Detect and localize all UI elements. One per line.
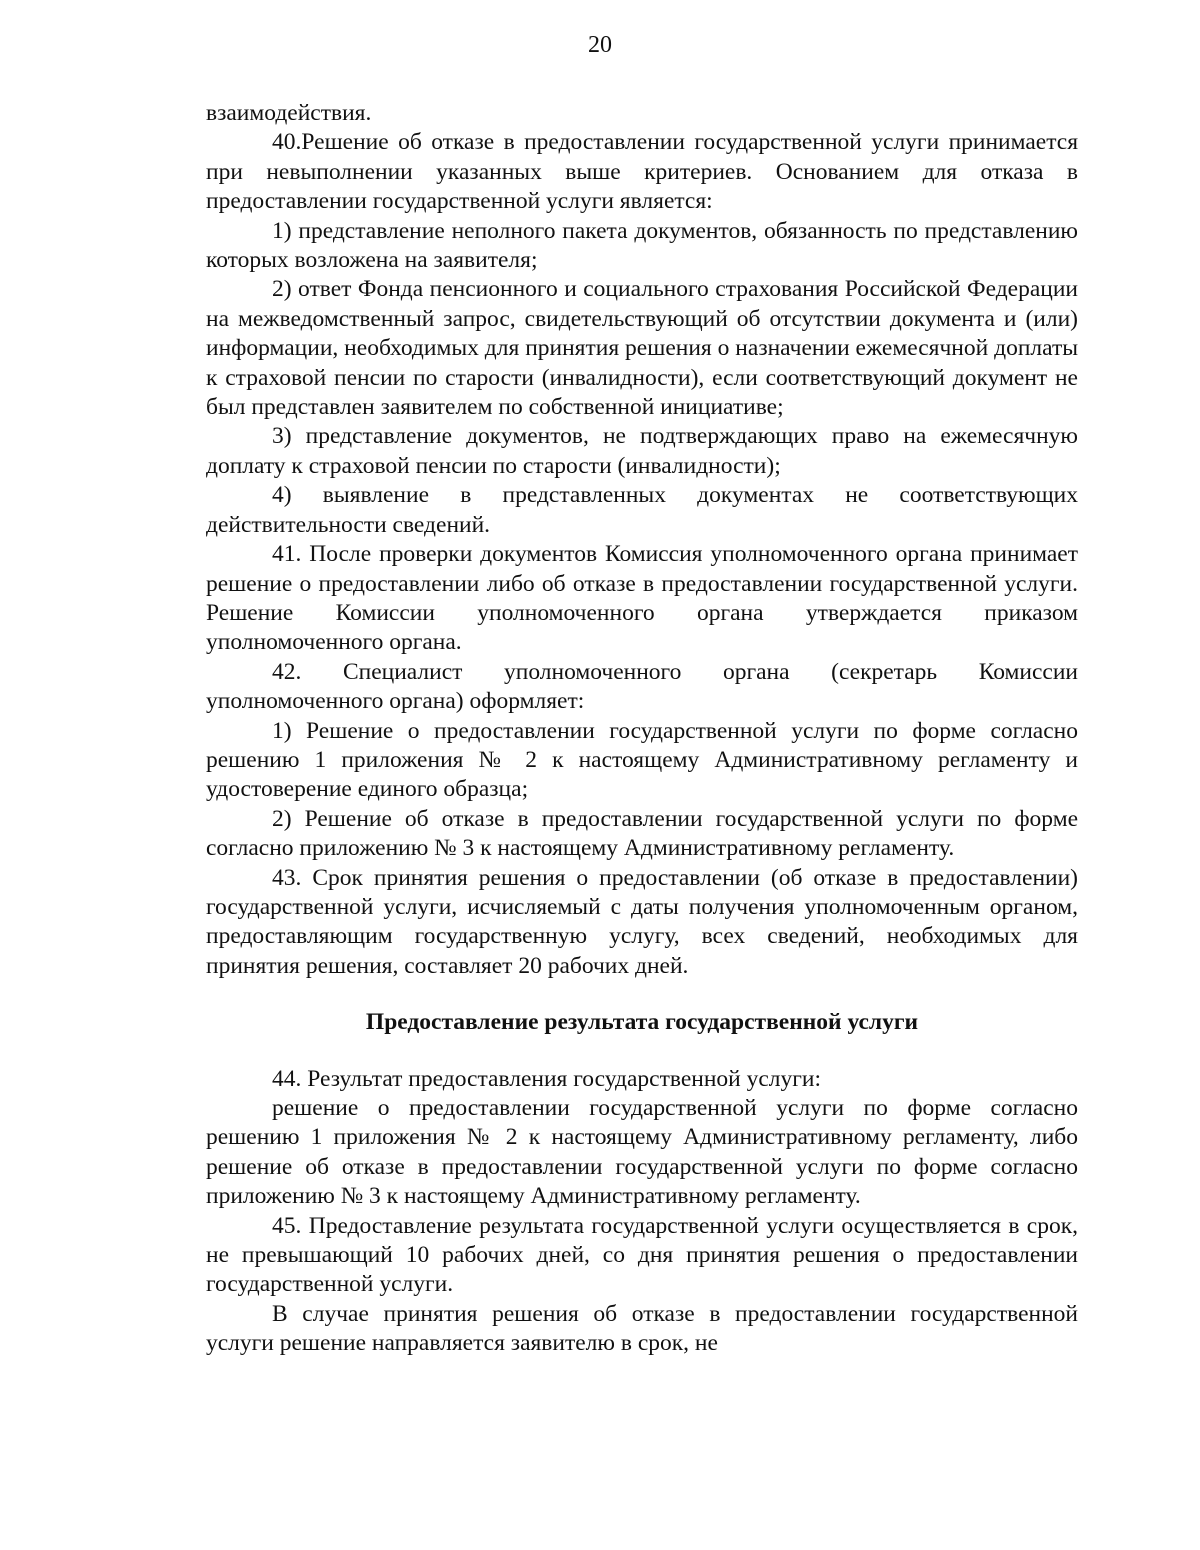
paragraph-42-item-2: 2) Решение об отказе в предоставлении государственной услуги по форме согласно приложению № 3 к настоящему Административному регламенту. — [206, 805, 1078, 862]
paragraph-41: 41. После проверки документов Комиссия уполномоченного органа принимает решение о предоставлении либо об отказе в предоставлении государственной услуги. Решение Комиссии уполномоченного органа утверждается приказом уполномоченного органа. — [206, 541, 1078, 656]
paragraph-40-item-2: 2) ответ Фонда пенсионного и социального страхования Российской Федерации на межведомственный запрос, свидетельствующий об отсутствии документа и (или) информации, необходимых для принятия решения о назначении ежемесячной доплаты к страховой пенсии по старости (инвалидности), если соответствующий документ не был представлен заявителем по собственной инициативе; — [206, 276, 1078, 421]
section-heading: Предоставление результата государственной услуги — [365, 1009, 919, 1036]
paragraph-40-item-3: 3) представление документов, не подтверждающих право на ежемесячную доплату к страховой пенсии по старости (инвалидности); — [206, 423, 1078, 479]
paragraph-40: 40.Решение об отказе в предоставлении государственной услуги принимается при невыполнении указанных выше критериев. Основанием для отказа в предоставлении государственной услуги является: — [206, 129, 1078, 215]
paragraph-44-result: решение о предоставлении государственной услуги по форме согласно решению 1 приложения № 2 к настоящему Административному регламенту, либо решение об отказе в предоставлении государственной услуги по форме согласно приложению № 3 к настоящему Административному регламенту. — [206, 1095, 1078, 1210]
paragraph-42: 42. Специалист уполномоченного органа (секретарь Комиссии уполномоченного органа) оформляет: — [206, 658, 1078, 715]
document-body — [206, 99, 1078, 1359]
paragraph-43: 43. Срок принятия решения о предоставлении (об отказе в предоставлении) государственной услуги, исчисляемый с даты получения уполномоченным органом, предоставляющим государственную услугу, всех сведений, необходимых для принятия решения, составляет 20 рабочих дней. — [206, 864, 1078, 979]
paragraph-45-refusal: В случае принятия решения об отказе в предоставлении государственной услуги решение направляется заявителю в срок, не — [206, 1300, 1078, 1357]
paragraph-44: 44. Результат предоставления государственной услуги: — [272, 1065, 822, 1092]
paragraph-40-item-1: 1) представление неполного пакета документов, обязанность по представлению которых возложена на заявителя; — [206, 217, 1078, 274]
paragraph-continuation: взаимодействия. — [206, 100, 372, 126]
paragraph-45: 45. Предоставление результата государственной услуги осуществляется в срок, не превышающий 10 рабочих дней, со дня принятия решения о предоставлении государственной услуги. — [206, 1212, 1078, 1298]
page-number: 20 — [588, 32, 612, 58]
paragraph-42-item-1: 1) Решение о предоставлении государственной услуги по форме согласно решению 1 приложения № 2 к настоящему Административному регламенту и удостоверение единого образца; — [206, 717, 1078, 803]
paragraph-40-item-4: 4) выявление в представленных документах не соответствующих действительности сведений. — [206, 482, 1078, 538]
